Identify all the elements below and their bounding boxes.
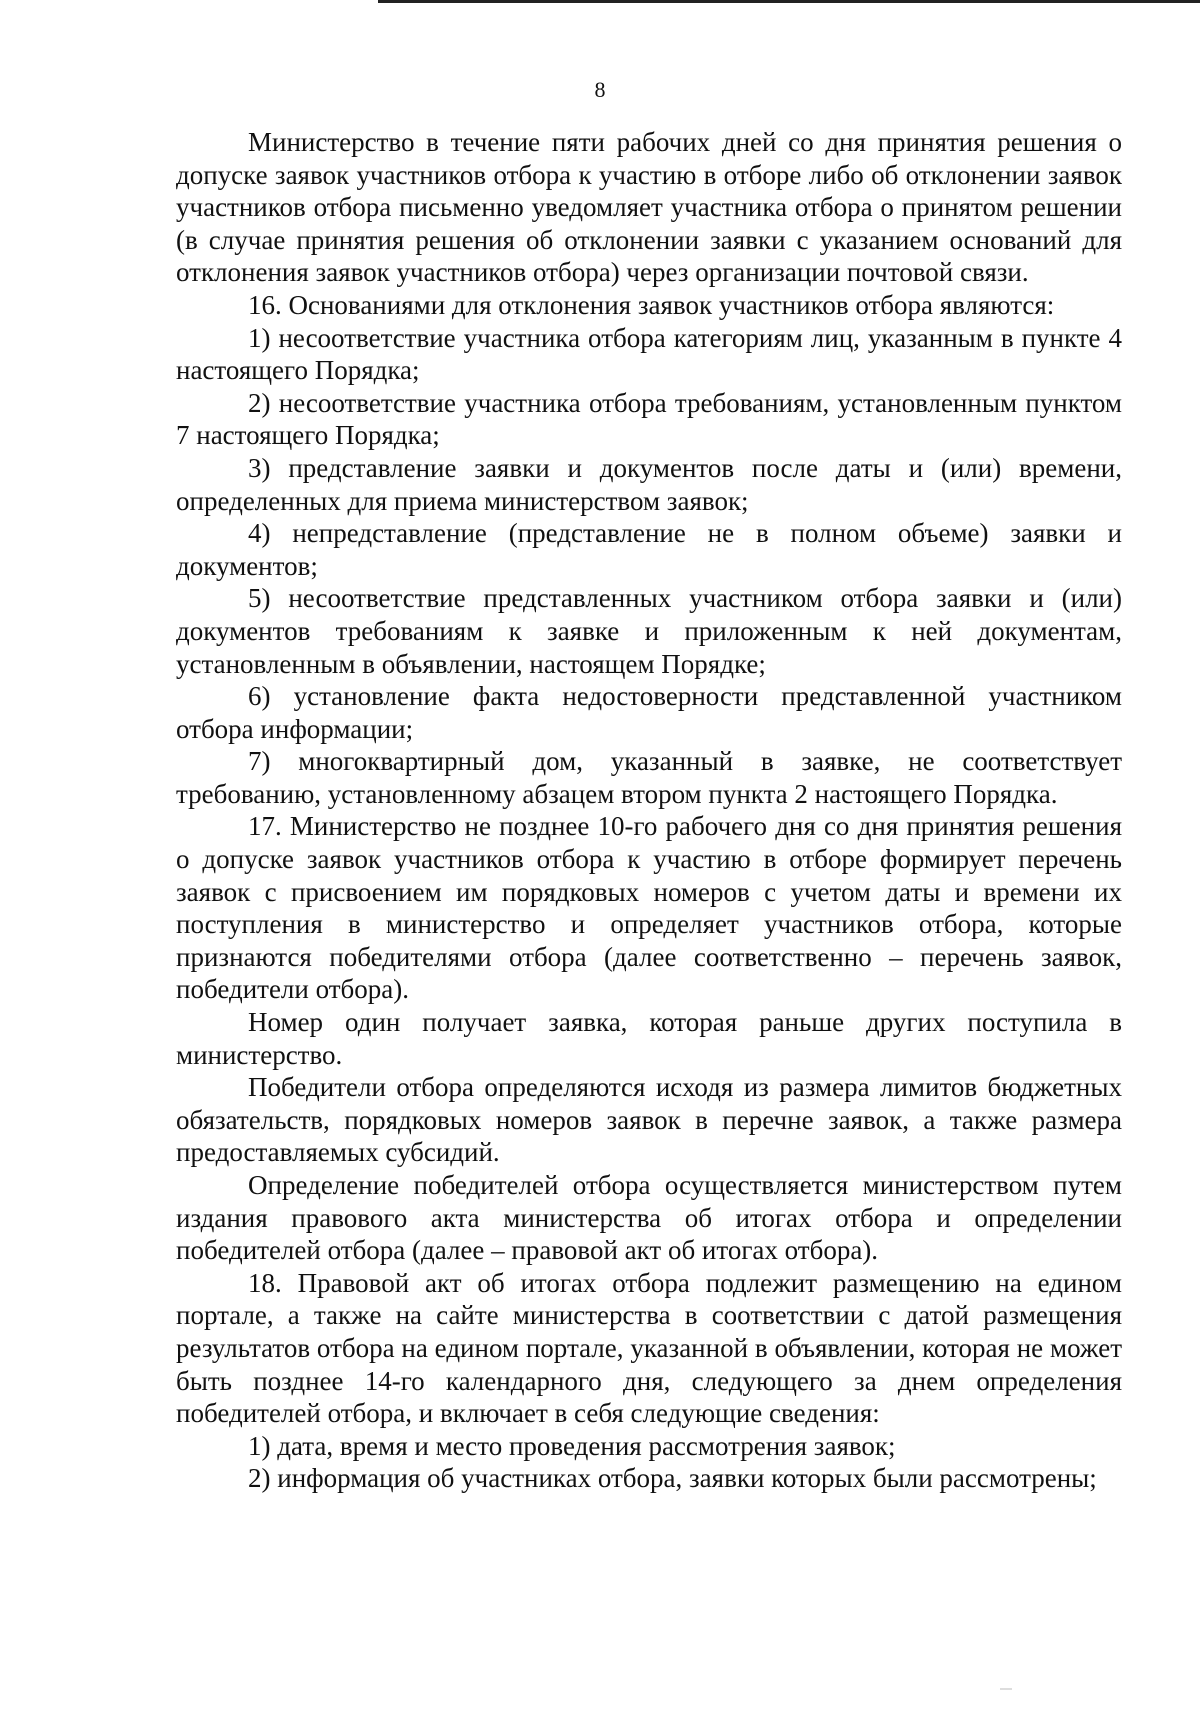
paragraph-18-item-1: 1) дата, время и место проведения рассмотрения заявок; <box>248 1430 896 1461</box>
document-body <box>176 126 1122 1495</box>
paragraph-16-item-7: 7) многоквартирный дом, указанный в заявке, не соответствует требованию, установленному абзацем втором пункта 2 настоящего Порядка. <box>176 746 1122 809</box>
paragraph-16-item-6: 6) установление факта недостоверности представленной участником отбора информации; <box>176 681 1122 744</box>
paragraph-18-item-2: 2) информация об участниках отбора, заявки которых были рассмотрены; <box>248 1463 1097 1494</box>
top-border-line <box>378 0 1200 3</box>
paragraph-16-item-4: 4) непредставление (представление не в полном объеме) заявки и документов; <box>176 518 1122 581</box>
paragraph-17: 17. Министерство не позднее 10-го рабочего дня со дня принятия решения о допуске заявок участников отбора к участию в отборе формирует перечень заявок с присвоением им порядковых номеров с учетом даты и времени их поступления в министерство и определяет участников отбора, которые признаются победителями отбора (далее соответственно – перечень заявок, победители отбора). <box>176 811 1122 1005</box>
paragraph-16-item-2: 2) несоответствие участника отбора требованиям, установленным пунктом 7 настоящего Порядка; <box>176 387 1122 451</box>
paragraph-winners: Победители отбора определяются исходя из размера лимитов бюджетных обязательств, порядковых номеров заявок в перечне заявок, а также размера предоставляемых субсидий. <box>176 1072 1122 1168</box>
paragraph-16-item-1: 1) несоответствие участника отбора категориям лиц, указанным в пункте 4 настоящего Порядка; <box>176 322 1122 386</box>
paragraph-notification: Министерство в течение пяти рабочих дней со дня принятия решения о допуске заявок участников отбора к участию в отборе либо об отклонении заявок участников отбора письменно уведомляет участника отбора о принятом решении (в случае принятия решения об отклонении заявки с указанием оснований для отклонения заявок участников отбора) через организации почтовой связи. <box>176 127 1122 288</box>
paragraph-winners-determination: Определение победителей отбора осуществляется министерством путем издания правового акта министерства об итогах отбора и определении победителей отбора (далее – правовой акт об итогах отбора). <box>176 1170 1122 1266</box>
scan-artifact <box>1000 1688 1012 1690</box>
paragraph-16-item-3: 3) представление заявки и документов после даты и (или) времени, определенных для приема министерством заявок; <box>176 452 1122 516</box>
paragraph-16-item-5: 5) несоответствие представленных участником отбора заявки и (или) документов требованиям к заявке и приложенным к ней документам, установленным в объявлении, настоящем Порядке; <box>176 583 1122 679</box>
paragraph-number-one: Номер один получает заявка, которая раньше других поступила в министерство. <box>176 1007 1122 1070</box>
page-number: 8 <box>594 77 606 102</box>
paragraph-18: 18. Правовой акт об итогах отбора подлежит размещению на едином портале, а также на сайте министерства в соответствии с датой размещения результатов отбора на едином портале, указанной в объявлении, которая не может быть позднее 14-го календарного дня, следующего за днем определения победителей отбора, и включает в себя следующие сведения: <box>176 1267 1122 1429</box>
paragraph-16-heading: 16. Основаниями для отклонения заявок участников отбора являются: <box>248 289 1055 320</box>
